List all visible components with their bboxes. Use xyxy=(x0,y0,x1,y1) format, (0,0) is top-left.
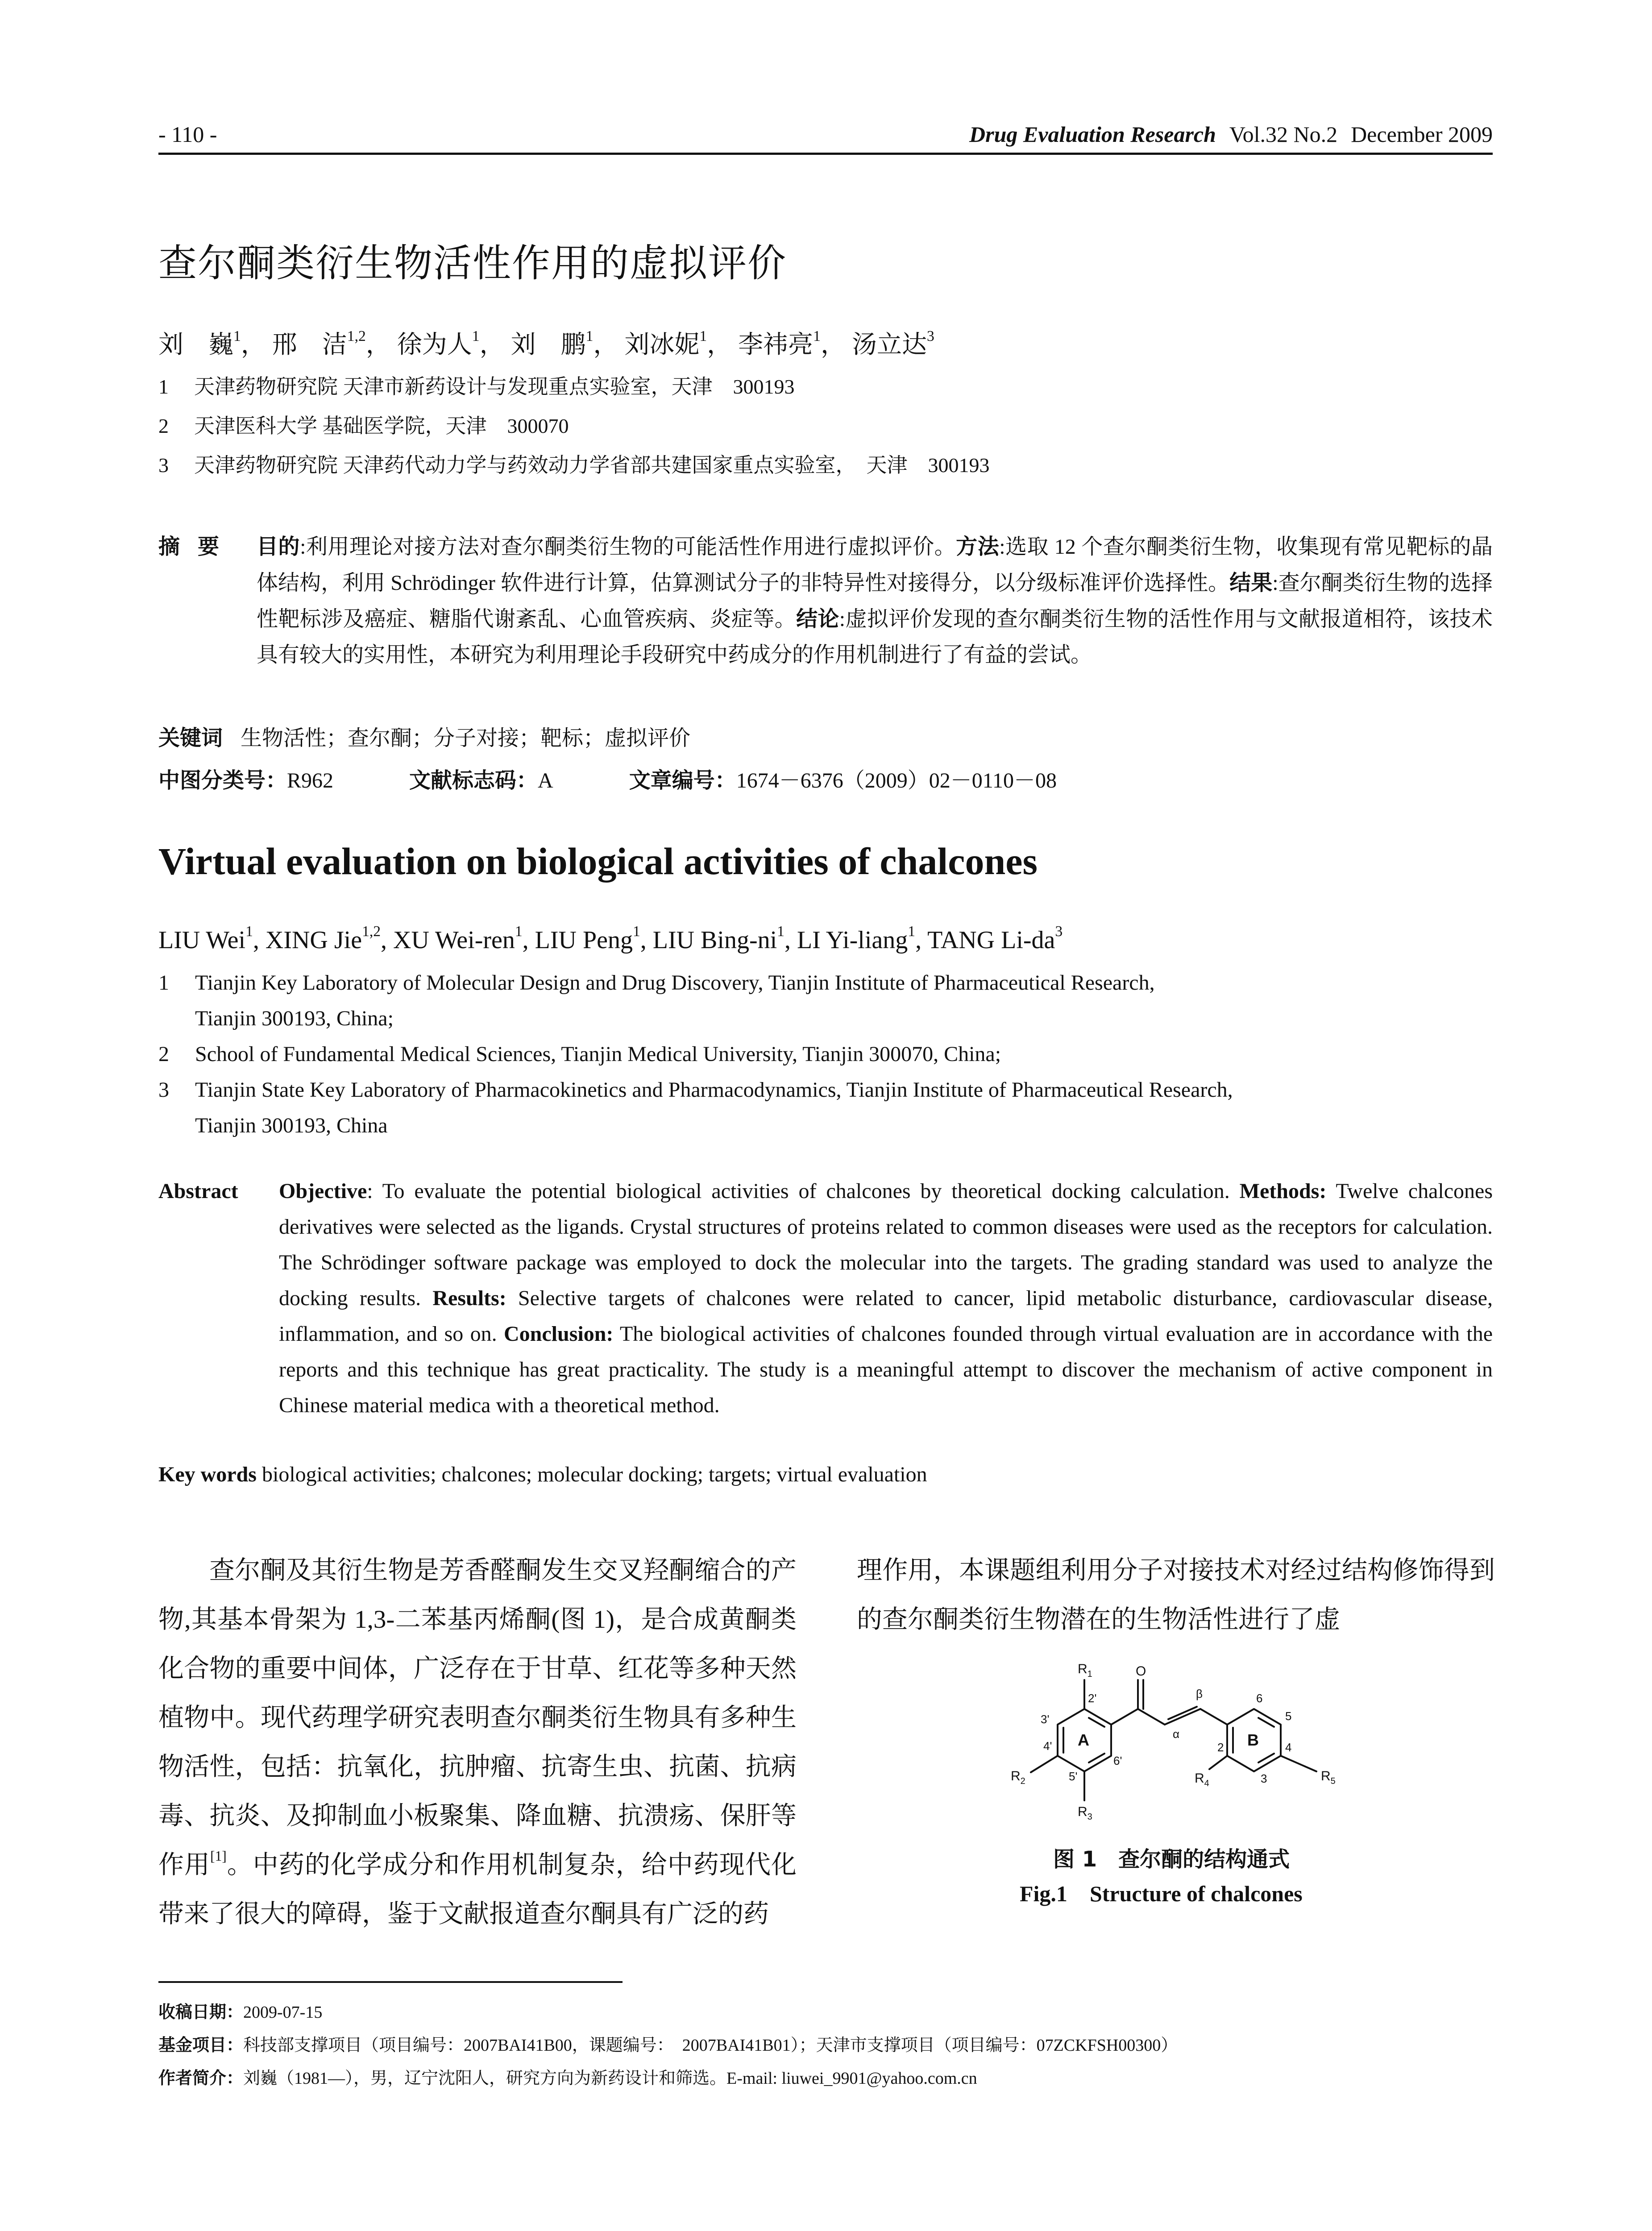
running-header xyxy=(158,117,1493,155)
journal-date: December 2009 xyxy=(1351,122,1493,147)
affiliation-en: 3 Tianjin State Key Laboratory of Pharmacokinetics and Pharmacodynamics, Tianjin Institute of Pharmaceutical Research, xyxy=(158,1078,1233,1102)
page-number: - 110 - xyxy=(158,122,217,147)
author-cn: 汤立达$^3$ xyxy=(851,328,934,359)
author-cn: 徐为人$^1$， xyxy=(397,328,505,359)
abstract-cn xyxy=(158,529,1493,673)
footnote-received: 收稿日期：2009-07-15 xyxy=(158,2002,323,2022)
author-cn: 李祎亮$^1$， xyxy=(738,328,846,359)
author-en: XU Wei-ren$^1$, xyxy=(393,923,535,954)
alpha-label: α xyxy=(1173,1727,1180,1741)
author-en: TANG $Li-da^3$ xyxy=(927,923,1063,954)
footnote-funding: 基金项目：科技部支撑项目（项目编号：2007BAI41B00，课题编号： 2007BAI41B01）；天津市支撑项目（项目编号：07ZCKFSH00300） xyxy=(158,2035,1178,2055)
position-label: 4 xyxy=(1285,1741,1292,1754)
citation: [1] xyxy=(210,1848,227,1864)
position-label: 6 xyxy=(1256,1692,1263,1705)
journal-volume: Vol.32 No.2 xyxy=(1229,122,1338,147)
r3-label: $R_3$ xyxy=(1078,1804,1092,1822)
authors-en xyxy=(158,923,1063,954)
abstract-cn-label: 摘要 xyxy=(158,534,237,559)
journal-info xyxy=(969,121,1493,147)
r1-label: $R_1$ xyxy=(1078,1662,1092,1679)
position-label: 4' xyxy=(1043,1739,1052,1753)
affiliation-cn: 3 天津药物研究院 天津药代动力学与药效动力学省部共建国家重点实验室， 天津 300193 xyxy=(158,454,990,477)
carbonyl-bond xyxy=(1111,1709,1138,1725)
classification-cn: 中图分类号：R962 文献标志码：A 文章编号：1674－6376（2009）02－0110－08 xyxy=(158,768,1057,793)
authors-cn xyxy=(158,325,934,361)
position-label: 6' xyxy=(1113,1754,1122,1767)
abstract-en xyxy=(158,1174,1493,1423)
keywords-en: Key words biological activities; chalcones; molecular docking; targets; virtual evaluation xyxy=(158,1463,927,1486)
r4-label: $R_4$ xyxy=(1195,1771,1209,1788)
position-label: 5' xyxy=(1069,1770,1078,1783)
chalcone-structure-diagram xyxy=(959,1646,1450,1870)
affiliation-en: 2 School of Fundamental Medical Sciences, Tianjin Medical University, Tianjin 300070, China; xyxy=(158,1042,1001,1066)
affiliation-en-continued: Tianjin 300193, China xyxy=(195,1114,388,1137)
abstract-en-body: Objective: To evaluate the potential biological activities of chalcones by theoretical docking calculation. Methods: Twelve chalcones derivatives were selected as the ligands. Crystal structures of proteins related to common diseases were used as the receptors for calculation. The Schrödinger software package was employed to dock the molecular into the targets. The grading standard was used to analyze the docking results. Results: Selective targets of chalcones were related to cancer, lipid metabolic disturbance, cardiovascular disease, inflammation, and so on. Conclusion: The biological activities of chalcones founded through virtual evaluation are in accordance with the reports and this technique has great practicality. The study is a meaningful attempt to discover the mechanism of active component in Chinese material medica with a theoretical method. xyxy=(279,1179,1493,1417)
body-column-right xyxy=(857,1546,1495,1644)
alpha-beta-double-bond xyxy=(1165,1709,1200,1725)
affiliation-en-continued: Tianjin 300193, China; xyxy=(195,1007,394,1030)
position-label: 2 xyxy=(1217,1741,1224,1754)
affiliation-en: 1 Tianjin Key Laboratory of Molecular Design and Drug Discovery, Tianjin Institute of Pharmaceutical Research, xyxy=(158,971,1155,995)
figure-caption-en: Fig.1 Structure of chalcones xyxy=(1020,1881,1303,1906)
author-cn: 邢 洁$^{1,2}$， xyxy=(272,328,391,359)
r2-label: $R_2$ xyxy=(1011,1769,1025,1786)
body-paragraph: 查尔酮及其衍生物是芳香醛酮发生交叉羟酮缩合的产物,其基本骨架为 1,3-二苯基丙烯酮(图 1)，是合成黄酮类化合物的重要中间体，广泛存在于甘草、红花等多种天然植物中。现代药理学研究表明查尔酮类衍生物具有多种生物活性，包括：抗氧化，抗肿瘤、抗寄生虫、抗菌、抗病毒、抗炎、及抑制血小板聚集、降血糖、抗溃疡、保肝等作用[1]。中药的化学成分和作用机制复杂，给中药现代化带来了很大的障碍，鉴于文献报道查尔酮具有广泛的药 xyxy=(158,1556,797,1928)
title-cn: 查尔酮类衍生物活性作用的虚拟评价 xyxy=(158,241,787,286)
ring-b-label: B xyxy=(1247,1731,1259,1749)
r5-bond xyxy=(1281,1756,1316,1771)
r4-bond xyxy=(1209,1756,1227,1769)
body-column-left xyxy=(158,1546,797,1939)
body-paragraph: 理作用，本课题组利用分子对接技术对经过结构修饰得到的查尔酮类衍生物潜在的生物活性进行了虚 xyxy=(857,1556,1495,1634)
beta-bond xyxy=(1200,1709,1227,1725)
beta-label: β xyxy=(1196,1687,1203,1700)
r2-bond xyxy=(1031,1756,1058,1772)
journal-name: Drug Evaluation Research xyxy=(969,122,1216,147)
alpha-bond xyxy=(1138,1709,1165,1725)
author-en: XING Jie$^{1,2}$, xyxy=(265,923,394,954)
abstract-cn-body: 目的:利用理论对接方法对查尔酮类衍生物的可能活性作用进行虚拟评价。方法:选取 12 个查尔酮类衍生物，收集现有常见靶标的晶体结构，利用 Schrödinger 软件进行计算，估算测试分子的非特异性对接得分，以分级标准评价选择性。结果:查尔酮类衍生物的选择性靶标涉及癌症、糖脂代谢紊乱、心血管疾病、炎症等。结论:虚拟评价发现的查尔酮类衍生物的活性作用与文献报道相符，该技术具有较大的实用性，本研究为利用理论手段研究中药成分的作用机制进行了有益的尝试。 xyxy=(257,534,1493,667)
position-label: 2' xyxy=(1088,1692,1097,1705)
author-en: LIU Peng$^1$, xyxy=(535,923,653,954)
position-label: 3' xyxy=(1041,1713,1050,1726)
chalcone-structure-figure xyxy=(959,1646,1450,1954)
position-label: 3 xyxy=(1261,1772,1267,1785)
author-cn: 刘 鹏$^1$， xyxy=(511,328,618,359)
author-en: LI Yi-liang$^1$, xyxy=(797,923,928,954)
author-en: LIU Wei$^1$, xyxy=(158,923,266,954)
footnote-author: 作者简介：刘巍（1981—），男，辽宁沈阳人，研究方向为新药设计和筛选。E-mail: liuwei_9901@yahoo.com.cn xyxy=(158,2068,977,2088)
affiliation-cn: 1 天津药物研究院 天津市新药设计与发现重点实验室，天津 300193 xyxy=(158,375,795,398)
footnote-divider xyxy=(158,1981,623,1983)
oxygen-label: O xyxy=(1136,1664,1146,1679)
figure-caption-cn: 图 1 查尔酮的结构通式 xyxy=(1053,1847,1290,1872)
ring-a-label: A xyxy=(1078,1731,1089,1749)
affiliation-cn: 2 天津医科大学 基础医学院，天津 300070 xyxy=(158,415,569,437)
r5-label: $R_5$ xyxy=(1321,1769,1336,1786)
position-label: 5 xyxy=(1285,1709,1292,1723)
keywords-cn: 关键词 生物活性；查尔酮；分子对接；靶标；虚拟评价 xyxy=(158,726,691,751)
author-en: LIU Bing-$ni^1$, xyxy=(652,923,797,954)
abstract-en-label: Abstract xyxy=(158,1179,238,1203)
author-cn: 刘 巍$^1$， xyxy=(158,328,266,359)
author-cn: 刘冰妮$^1$， xyxy=(624,328,732,359)
title-en: Virtual evaluation on biological activities of chalcones xyxy=(158,840,1038,883)
